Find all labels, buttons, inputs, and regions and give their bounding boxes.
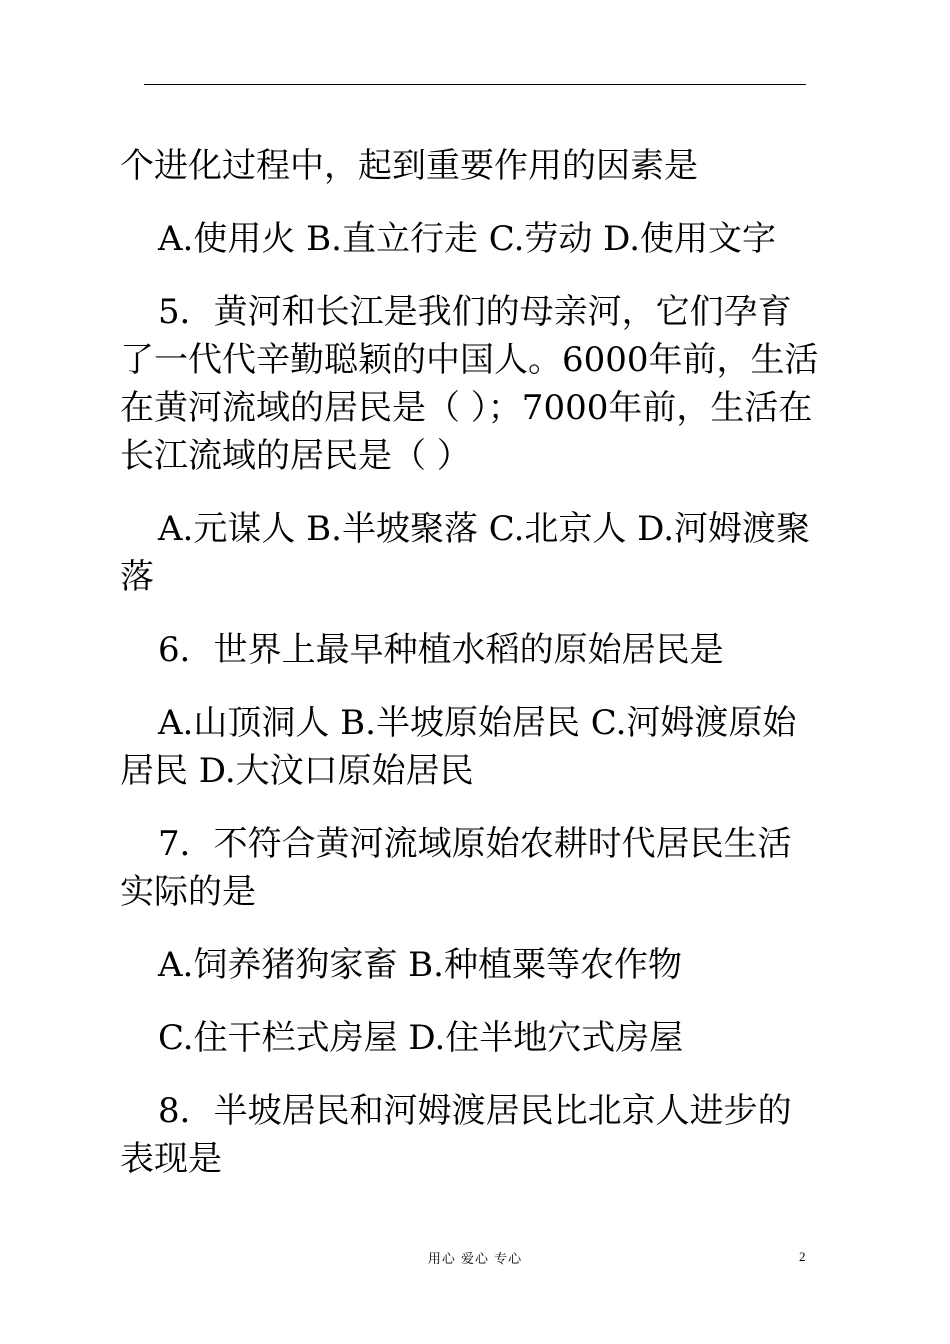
paragraph: A.山顶洞人 B.半坡原始居民 C.河姆渡原始居民 D.大汶口原始居民 bbox=[120, 703, 797, 791]
footer-text: 用心 爱心 专心 bbox=[427, 1252, 523, 1267]
paragraph: 7．不符合黄河流域原始农耕时代居民生活实际的是 bbox=[120, 824, 792, 912]
document-body bbox=[120, 142, 820, 1208]
paragraph: A.元谋人 B.半坡聚落 C.北京人 D.河姆渡聚落 bbox=[120, 509, 811, 597]
page-number: 2 bbox=[799, 1249, 806, 1264]
paragraph: 个进化过程中，起到重要作用的因素是 bbox=[120, 146, 698, 186]
paragraph: A.饲养猪狗家畜 B.种植粟等农作物 bbox=[158, 945, 682, 985]
header-rule bbox=[144, 84, 806, 85]
paragraph: C.住干栏式房屋 D.住半地穴式房屋 bbox=[158, 1018, 684, 1058]
paragraph: 5．黄河和长江是我们的母亲河，它们孕育了一代代辛勤聪颖的中国人。6000年前，生活在黄河流域的居民是（ ）；7000年前，生活在长江流域的居民是（ ） bbox=[120, 292, 819, 476]
paragraph: A.使用火 B.直立行走 C.劳动 D.使用文字 bbox=[158, 219, 777, 259]
paragraph: 8．半坡居民和河姆渡居民比北京人进步的表现是 bbox=[120, 1091, 792, 1179]
paragraph: 6．世界上最早种植水稻的原始居民是 bbox=[158, 630, 724, 670]
